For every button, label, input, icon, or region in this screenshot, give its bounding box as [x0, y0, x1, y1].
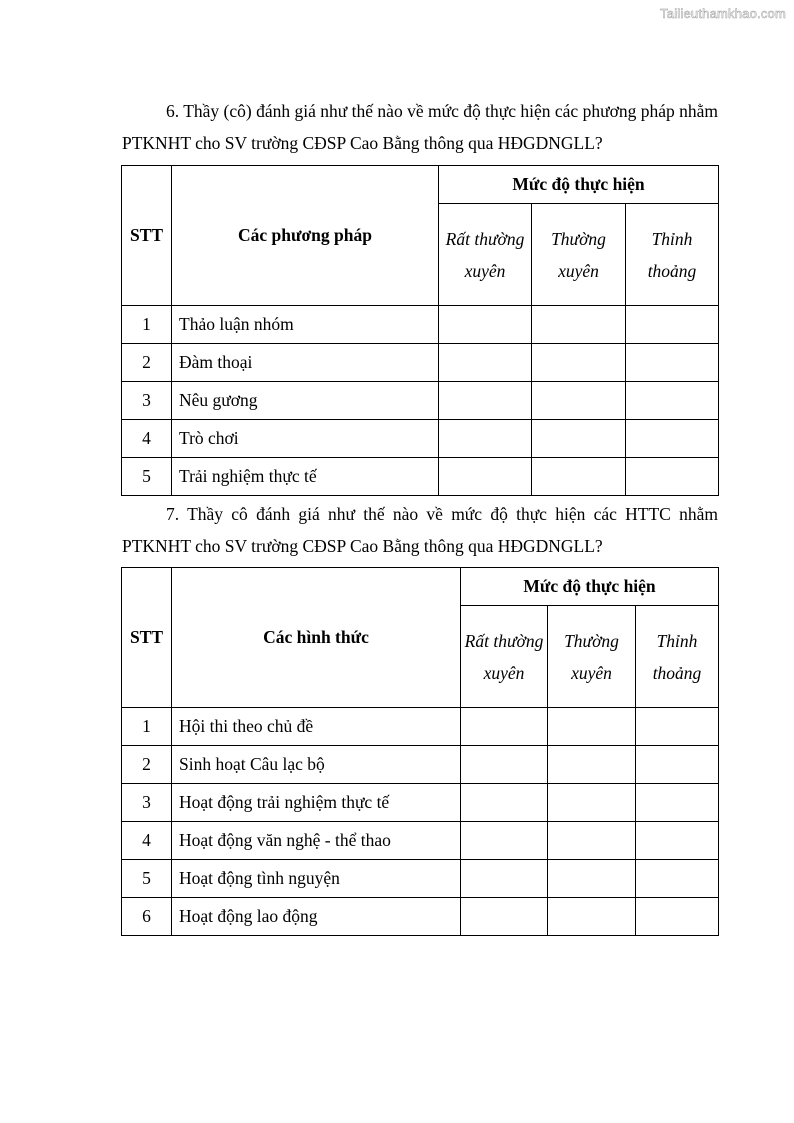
stt-header: STT: [122, 568, 172, 708]
very-often-cell: [439, 420, 532, 458]
very-often-cell: [439, 382, 532, 420]
table-row: [122, 306, 719, 344]
question-6-paragraph: [122, 95, 718, 159]
question-7-paragraph: [122, 498, 718, 562]
very-often-cell: [461, 708, 548, 746]
level-group-header: Mức độ thực hiện: [461, 568, 719, 606]
very-often-cell: [461, 822, 548, 860]
often-cell: [532, 458, 626, 496]
stt-header: STT: [122, 166, 172, 306]
often-header: Thường xuyên: [548, 606, 636, 708]
often-cell: [548, 822, 636, 860]
sometimes-cell: [626, 420, 719, 458]
sometimes-cell: [626, 382, 719, 420]
very-often-cell: [439, 458, 532, 496]
row-label: Hoạt động tình nguyện: [172, 860, 461, 898]
very-often-cell: [439, 344, 532, 382]
often-cell: [548, 784, 636, 822]
often-cell: [532, 344, 626, 382]
table-row: [122, 708, 719, 746]
row-number: 4: [122, 822, 172, 860]
row-label: Trò chơi: [172, 420, 439, 458]
row-number: 3: [122, 382, 172, 420]
table-row: [122, 898, 719, 936]
very-often-cell: [439, 306, 532, 344]
very-often-header: Rất thường xuyên: [461, 606, 548, 708]
very-often-header: Rất thường xuyên: [439, 204, 532, 306]
row-number: 4: [122, 420, 172, 458]
row-number: 6: [122, 898, 172, 936]
table-row: [122, 382, 719, 420]
row-number: 3: [122, 784, 172, 822]
form-header: Các hình thức: [172, 568, 461, 708]
sometimes-cell: [636, 898, 719, 936]
table-row: [122, 784, 719, 822]
row-number: 2: [122, 344, 172, 382]
sometimes-cell: [636, 746, 719, 784]
row-number: 5: [122, 458, 172, 496]
row-label: Trải nghiệm thực tế: [172, 458, 439, 496]
sometimes-header: Thỉnh thoảng: [636, 606, 719, 708]
row-label: Hoạt động lao động: [172, 898, 461, 936]
watermark-text: Tailieuthamkhao.com: [660, 6, 786, 21]
table-row: [122, 860, 719, 898]
methods-table: [121, 165, 719, 496]
question-7-text: 7. Thầy cô đánh giá như thế nào về mức độ thực hiện các HTTC nhằm PTKNHT cho SV trường CĐSP Cao Bằng thông qua HĐGDNGLL?: [122, 504, 718, 556]
often-cell: [548, 898, 636, 936]
row-label: Hoạt động văn nghệ - thể thao: [172, 822, 461, 860]
sometimes-cell: [636, 708, 719, 746]
very-often-cell: [461, 784, 548, 822]
row-number: 1: [122, 306, 172, 344]
table-row: [122, 822, 719, 860]
sometimes-cell: [626, 458, 719, 496]
very-often-cell: [461, 860, 548, 898]
question-6-text: 6. Thầy (cô) đánh giá như thế nào về mức độ thực hiện các phương pháp nhằm PTKNHT cho SV trường CĐSP Cao Bằng thông qua HĐGDNGLL?: [122, 101, 718, 153]
row-label: Sinh hoạt Câu lạc bộ: [172, 746, 461, 784]
very-often-cell: [461, 898, 548, 936]
often-cell: [548, 746, 636, 784]
often-header: Thường xuyên: [532, 204, 626, 306]
sometimes-cell: [626, 344, 719, 382]
row-number: 2: [122, 746, 172, 784]
table-row: [122, 420, 719, 458]
row-number: 1: [122, 708, 172, 746]
often-cell: [532, 382, 626, 420]
row-label: Hội thi theo chủ đề: [172, 708, 461, 746]
row-label: Hoạt động trải nghiệm thực tế: [172, 784, 461, 822]
table-row: [122, 746, 719, 784]
often-cell: [532, 420, 626, 458]
often-cell: [548, 860, 636, 898]
sometimes-cell: [636, 784, 719, 822]
row-label: Thảo luận nhóm: [172, 306, 439, 344]
level-group-header: Mức độ thực hiện: [439, 166, 719, 204]
sometimes-cell: [636, 822, 719, 860]
table-row: [122, 458, 719, 496]
sometimes-cell: [626, 306, 719, 344]
sometimes-header: Thỉnh thoảng: [626, 204, 719, 306]
table-row: [122, 344, 719, 382]
often-cell: [548, 708, 636, 746]
row-label: Đàm thoại: [172, 344, 439, 382]
sometimes-cell: [636, 860, 719, 898]
row-label: Nêu gương: [172, 382, 439, 420]
method-header: Các phương pháp: [172, 166, 439, 306]
very-often-cell: [461, 746, 548, 784]
forms-table: [121, 567, 719, 936]
often-cell: [532, 306, 626, 344]
row-number: 5: [122, 860, 172, 898]
